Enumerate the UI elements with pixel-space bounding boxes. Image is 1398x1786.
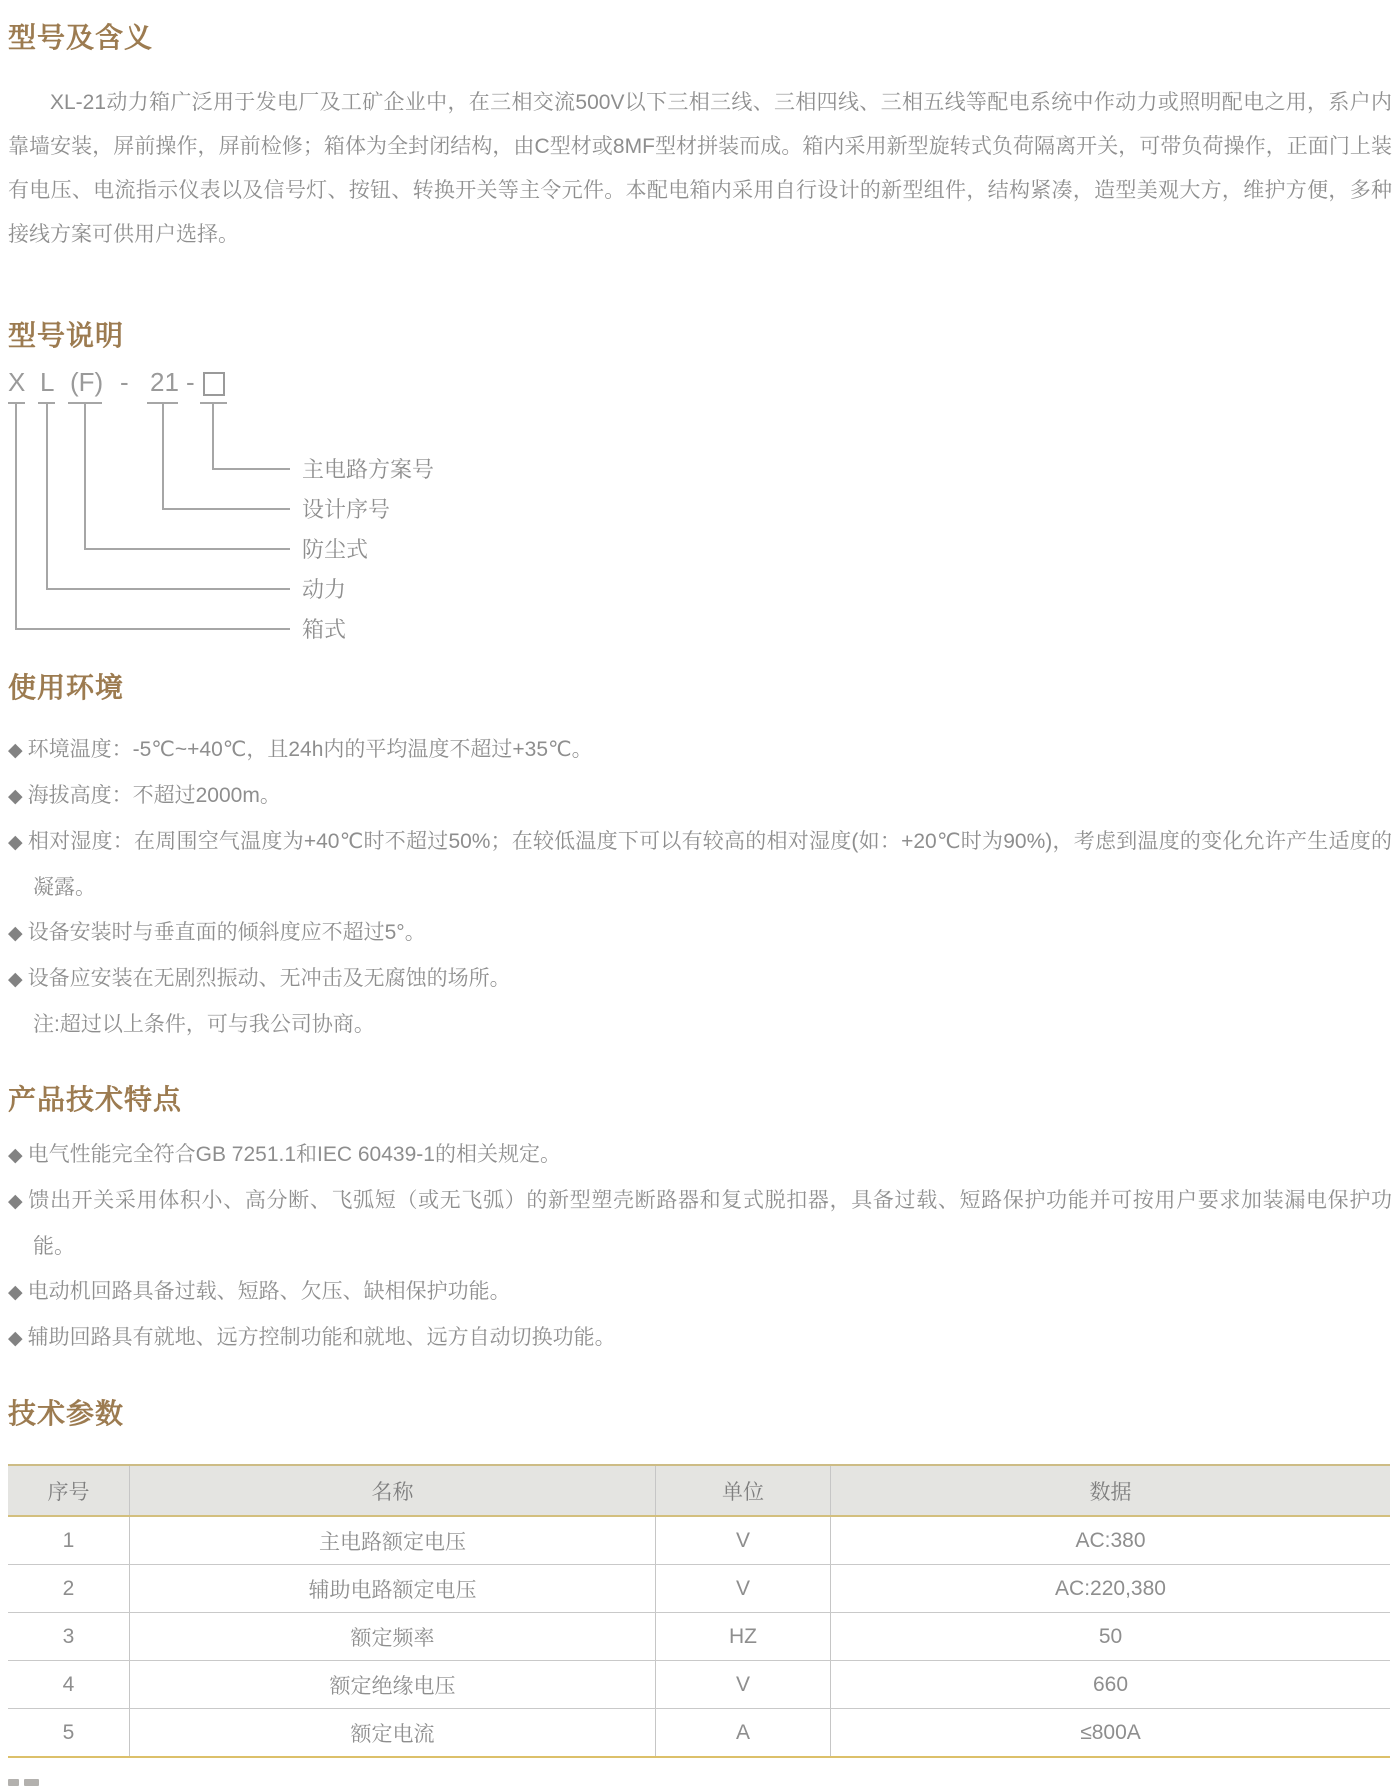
- diamond-bullet-icon: ◆: [8, 1191, 24, 1212]
- environment-item-text: 环境温度：-5℃~+40℃，且24h内的平均温度不超过+35℃。: [27, 738, 593, 761]
- cell-unit: V: [655, 1565, 830, 1612]
- environment-note: 注:超过以上条件，可与我公司协商。: [33, 1013, 375, 1036]
- feature-item-text: 电动机回路具备过载、短路、欠压、缺相保护功能。: [27, 1280, 511, 1303]
- diamond-bullet-icon: ◆: [8, 740, 23, 761]
- cell-unit: A: [655, 1709, 830, 1756]
- table-header-unit: 单位: [655, 1466, 830, 1515]
- table-row: [8, 1613, 1390, 1661]
- diamond-bullet-icon: ◆: [8, 786, 23, 807]
- cell-unit: V: [655, 1661, 830, 1708]
- diagram-connector-line: [212, 404, 214, 470]
- code-dash-1: -: [120, 367, 129, 397]
- diagram-connector-line: [15, 628, 290, 630]
- table-header-no: 序号: [47, 1480, 90, 1504]
- environment-item-text: 海拔高度：不超过2000m。: [27, 784, 281, 807]
- environment-item: [8, 910, 1392, 956]
- table-header-value: 数据: [830, 1466, 1390, 1515]
- diagram-connector-line: [15, 404, 17, 630]
- code-part-l: L: [40, 367, 55, 397]
- diagram-label-power: 动力: [302, 577, 347, 602]
- section-heading-model-notation: 型号说明: [8, 320, 125, 351]
- environment-item-text: 相对湿度：在周围空气温度为+40℃时不超过50%；在较低温度下可以有较高的相对湿度(如：+20℃时为90%)，考虑到温度的变化允许产生适度的凝露。: [27, 830, 1392, 899]
- feature-item: [8, 1315, 1392, 1361]
- parameters-table: [8, 1464, 1390, 1758]
- cell-value: AC:220,380: [830, 1565, 1390, 1612]
- cell-unit: HZ: [655, 1613, 830, 1660]
- intro-paragraph: XL-21动力箱广泛用于发电厂及工矿企业中，在三相交流500V以下三相三线、三相四线、三相五线等配电系统中作动力或照明配电之用，系户内靠墙安装，屏前操作，屏前检修；箱体为全封闭结构，由C型材或8MF型材拼装而成。箱内采用新型旋转式负荷隔离开关，可带负荷操作，正面门上装有电压、电流指示仪表以及信号灯、按钮、转换开关等主令元件。本配电箱内采用自行设计的新型组件，结构紧凑，造型美观大方，维护方便，多种接线方案可供用户选择。: [8, 91, 1392, 246]
- diagram-label-main-circuit-scheme: 主电路方案号: [302, 457, 435, 482]
- section-heading-parameters: 技术参数: [8, 1398, 125, 1429]
- code-part-21: 21: [150, 367, 179, 397]
- cell-no: 3: [62, 1624, 75, 1648]
- cell-value: 50: [830, 1613, 1390, 1660]
- cell-no: 2: [62, 1576, 75, 1600]
- diamond-bullet-icon: ◆: [8, 1328, 23, 1349]
- diagram-label-box-type: 箱式: [302, 617, 347, 642]
- cell-value: ≤800A: [830, 1709, 1390, 1756]
- diagram-connector-line: [84, 548, 290, 550]
- environment-item-text: 设备安装时与垂直面的倾斜度应不超过5°。: [27, 921, 426, 944]
- feature-item-text: 电气性能完全符合GB 7251.1和IEC 60439-1的相关规定。: [27, 1143, 561, 1166]
- cell-unit: V: [655, 1517, 830, 1564]
- cell-name: 辅助电路额定电压: [129, 1565, 655, 1612]
- table-header-row: [8, 1466, 1390, 1517]
- diamond-bullet-icon: ◆: [8, 969, 23, 990]
- diamond-bullet-icon: ◆: [8, 923, 23, 944]
- feature-item: [8, 1178, 1392, 1269]
- diagram-connector-line: [162, 508, 290, 510]
- diagram-connector-line: [84, 404, 86, 550]
- diagram-connector-line: [46, 588, 290, 590]
- diamond-bullet-icon: ◆: [8, 1145, 23, 1166]
- diagram-connector-line: [212, 468, 290, 470]
- diamond-bullet-icon: ◆: [8, 1282, 23, 1303]
- cell-no: 5: [62, 1720, 75, 1744]
- cell-name: 额定电流: [129, 1709, 655, 1756]
- feature-item-text: 辅助回路具有就地、远方控制功能和就地、远方自动切换功能。: [27, 1326, 616, 1349]
- cell-no: 1: [62, 1528, 75, 1552]
- cut-off-text-fragment: [8, 1777, 48, 1786]
- cell-value: AC:380: [830, 1517, 1390, 1564]
- section-heading-model-meaning: 型号及含义: [8, 22, 154, 53]
- cell-no: 4: [62, 1672, 75, 1696]
- diagram-connector-line: [162, 404, 164, 510]
- code-part-f: (F): [70, 367, 104, 397]
- feature-item: [8, 1269, 1392, 1315]
- section-heading-features: 产品技术特点: [8, 1084, 183, 1115]
- environment-list: [8, 727, 1392, 1047]
- cell-value: 660: [830, 1661, 1390, 1708]
- section-heading-environment: 使用环境: [8, 672, 125, 703]
- code-part-x: X: [8, 367, 26, 397]
- table-row: [8, 1709, 1390, 1756]
- feature-item-text: 馈出开关采用体积小、高分断、飞弧短（或无飞弧）的新型塑壳断路器和复式脱扣器，具备过载、短路保护功能并可按用户要求加装漏电保护功能。: [28, 1189, 1392, 1258]
- table-header-name: 名称: [129, 1466, 655, 1515]
- diagram-label-design-serial: 设计序号: [302, 497, 391, 522]
- environment-item-text: 设备应安装在无剧烈振动、无冲击及无腐蚀的场所。: [27, 967, 511, 990]
- feature-item: [8, 1132, 1392, 1178]
- table-row: [8, 1661, 1390, 1709]
- environment-item: [8, 819, 1392, 910]
- cell-name: 额定绝缘电压: [129, 1661, 655, 1708]
- environment-item: [8, 727, 1392, 773]
- code-dash-2: -: [186, 367, 195, 397]
- environment-item: [8, 773, 1392, 819]
- placeholder-square-icon: [203, 372, 225, 396]
- environment-item: [8, 956, 1392, 1002]
- table-row: [8, 1565, 1390, 1613]
- diagram-label-dustproof: 防尘式: [302, 537, 369, 562]
- cell-name: 主电路额定电压: [129, 1517, 655, 1564]
- diagram-connector-line: [46, 404, 48, 590]
- table-row: [8, 1517, 1390, 1565]
- cell-name: 额定频率: [129, 1613, 655, 1660]
- model-code-diagram: [8, 362, 728, 662]
- diamond-bullet-icon: ◆: [8, 832, 23, 853]
- features-list: [8, 1132, 1392, 1361]
